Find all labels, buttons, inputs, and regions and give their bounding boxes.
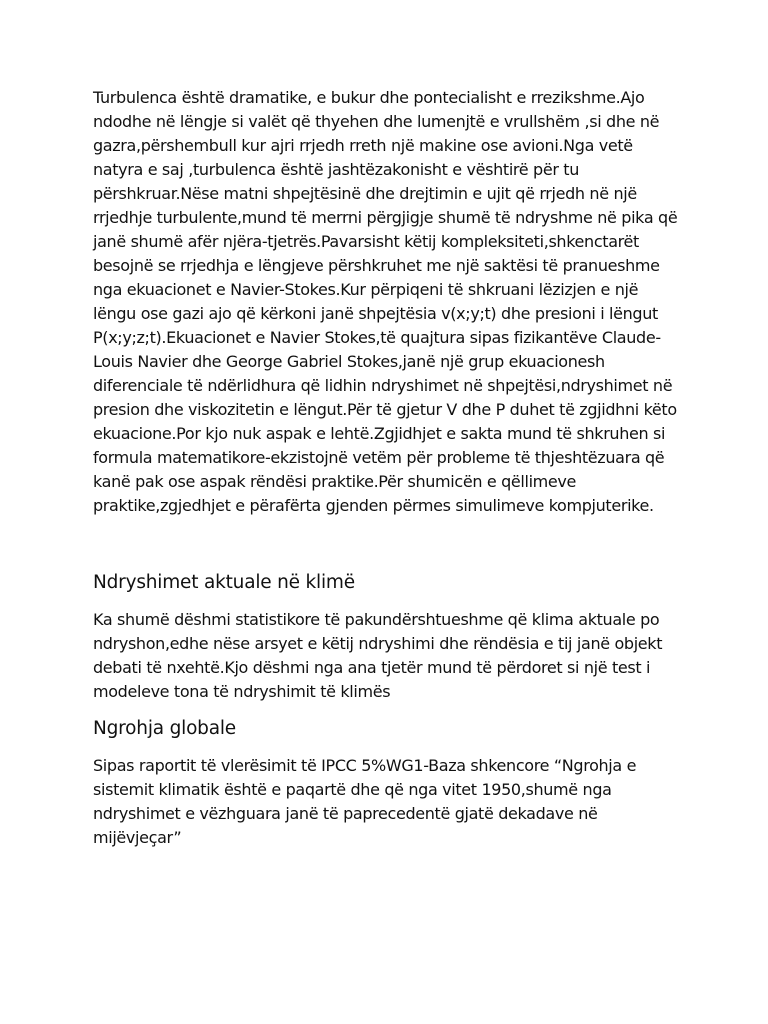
heading-climate-change: Ndryshimet aktuale në klimë: [93, 572, 355, 593]
document-page: [93, 86, 683, 850]
paragraph-ipcc-report: Sipas raportit të vlerësimit të IPCC 5%WG1-Baza shkencore “Ngrohja e sistemit klimatik është e paqartë dhe që nga vitet 1950,shumë nga ndryshimet e vëzhguara janë të paprecedentë gjatë dekadave në mijëvjeçar”: [93, 756, 637, 847]
paragraph-climate-evidence: Ka shumë dëshmi statistikore të pakundërshtueshme që klima aktuale po ndryshon,edhe nëse arsyet e këtij ndryshimi dhe rëndësia e tij janë objekt debati të nxehtë.Kjo dëshmi nga ana tjetër mund të përdoret si një test i modeleve tona të ndryshimit të klimës: [93, 610, 663, 701]
paragraph-turbulence: Turbulenca është dramatike, e bukur dhe pontecialisht e rrezikshme.Ajo ndodhe në lëngje si valët që thyehen dhe lumenjtë e vrullshëm ,si dhe në gazra,përshembull kur ajri rrjedh rreth një makine ose avioni.Nga vetë natyra e saj ,turbulenca është jashtëzakonisht e vështirë për tu përshkruar.Nëse matni shpejtësinë dhe drejtimin e ujit që rrjedh në një rrjedhje turbulente,mund të merrni përgjigje shumë të ndryshme në pika që janë shumë afër njëra-tjetrës.Pavarsisht këtij kompleksiteti,shkenctarët besojnë se rrjedhja e lëngjeve përshkruhet me një saktësi të pranueshme nga ekuacionet e Navier-Stokes.Kur përpiqeni të shkruani lëzizjen e një lëngu ose gazi ajo që kërkoni janë shpejtësia v(x;y;t) dhe presioni i lëngut P(x;y;z;t).Ekuacionet e Navier Stokes,të quajtura sipas fizikantëve Claude-Louis Navier dhe George Gabriel Stokes,janë një grup ekuacionesh diferenciale të ndërlidhura që lidhin ndryshimet në shpejtësi,ndryshimet në presion dhe viskozitetin e lëngut.Për të gjetur V dhe P duhet të zgjidhni këto ekuacione.Por kjo nuk aspak e lehtë.Zgjidhjet e sakta mund të shkruhen si formula matematikore-ekzistojnë vetëm për probleme të thjeshtëzuara që kanë pak ose aspak rëndësi praktike.Për shumicën e qëllimeve praktike,zgjedhjet e përafërta gjenden përmes simulimeve kompjuterike.: [93, 88, 678, 515]
heading-global-warming: Ngrohja globale: [93, 718, 236, 739]
